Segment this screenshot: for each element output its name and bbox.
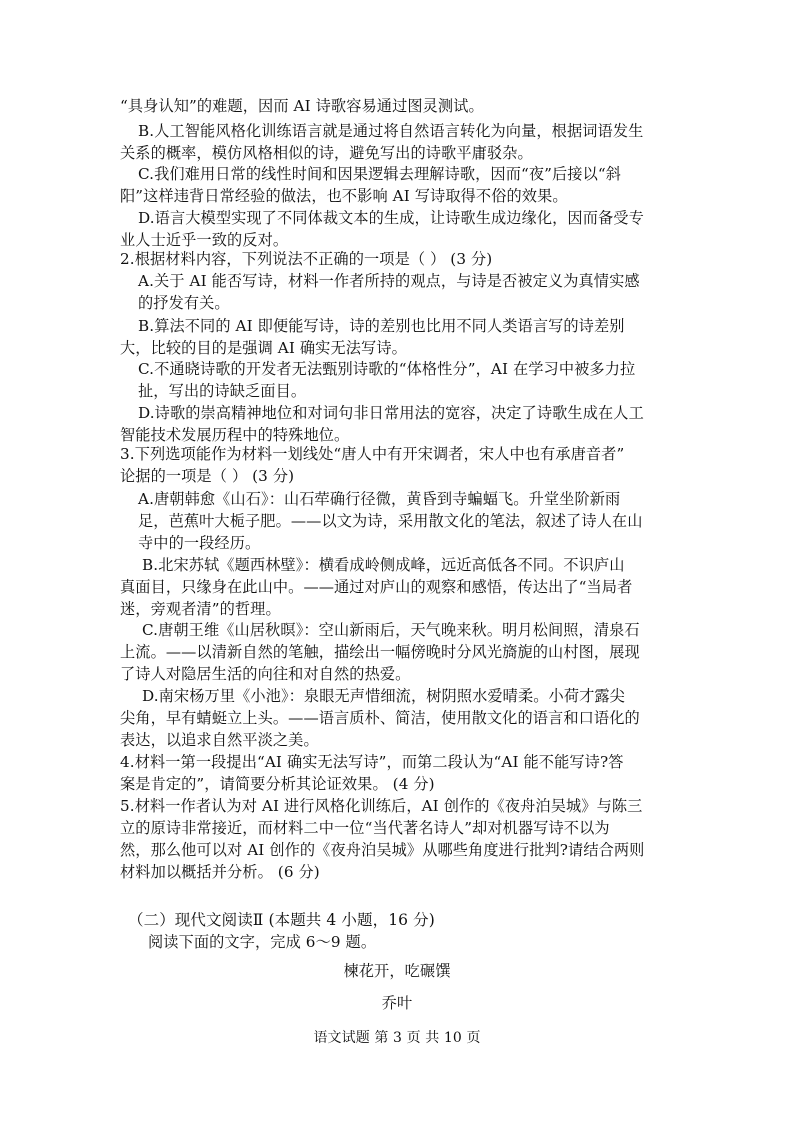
- q1-option-b-line2: 关系的概率，模仿风格相似的诗，避免写出的诗歌平庸驳杂。: [120, 144, 533, 162]
- q2-option-c-line2: 扯，写出的诗缺乏面目。: [138, 382, 307, 400]
- q5-stem-line2: 立的原诗非常接近，而材料二中一位“当代著名诗人”却对机器写诗不以为: [120, 819, 610, 837]
- q1-option-c-line2: 阳”这样违背日常经验的做法，也不影响 AI 写诗取得不俗的效果。: [120, 187, 568, 205]
- q2-option-c-line1: C.不通晓诗歌的开发者无法甄别诗歌的“体格性分”，AI 在学习中被多力拉: [138, 360, 636, 378]
- q3-option-a-line1: A.唐朝韩愈《山石》：山石荦确行径微，黄昏到寺蝙蝠飞。升堂坐阶新雨: [138, 490, 621, 508]
- q3-stem-line1: 3.下列选项能作为材料一划线处“唐人中有开宋调者，宋人中也有承唐音者”: [120, 445, 625, 463]
- q1-option-c-line1: C.我们难用日常的线性时间和因果逻辑去理解诗歌，因而“夜”后接以“斜: [138, 165, 622, 183]
- q2-option-b-line1: B.算法不同的 AI 即便能写诗，诗的差别也比用不同人类语言写的诗差别: [138, 317, 625, 335]
- q3-option-b-line1: B.北宋苏轼《题西林壁》：横看成岭侧成峰，远近高低各不同。不识庐山: [142, 556, 625, 574]
- article-author: 乔叶: [381, 994, 413, 1012]
- q1-option-d-line2: 业人士近乎一致的反对。: [120, 231, 289, 249]
- q3-option-a-line2: 足，芭蕉叶大栀子肥。——以文为诗，采用散文化的笔法，叙述了诗人在山: [138, 512, 643, 530]
- q3-option-d-line2: 尖角，早有蜻蜓立上头。——语言质朴、简洁，使用散文化的语言和口语化的: [120, 709, 640, 727]
- q2-option-a-line2: 的抒发有关。: [138, 294, 230, 312]
- reading-instruction: 阅读下面的文字，完成 6～9 题。: [148, 933, 377, 951]
- article-title: 楝花开，吃碾馔: [343, 962, 451, 980]
- q3-option-d-line3: 表达，以追求自然平淡之美。: [120, 731, 319, 749]
- q3-option-c-line2: 上流。——以清新自然的笔触，描绘出一幅傍晚时分风光旖旎的山村图，展现: [120, 643, 640, 661]
- q3-option-c-line1: C.唐朝王维《山居秋暝》：空山新雨后，天气晚来秋。明月松间照，清泉石: [142, 621, 640, 639]
- q2-stem: 2.根据材料内容，下列说法不正确的一项是（ ） (3 分): [120, 250, 493, 268]
- q3-stem-line2: 论据的一项是（ ） (3 分): [120, 467, 295, 485]
- q2-option-d-line1: D.诗歌的崇高精神地位和对词句非日常用法的宽容，决定了诗歌生成在人工: [138, 404, 644, 422]
- q2-option-a-line1: A.关于 AI 能否写诗，材料一作者所持的观点，与诗是否被定义为真情实感: [138, 272, 640, 290]
- q2-option-d-line2: 智能技术发展历程中的特殊地位。: [120, 426, 350, 444]
- q1-option-d-line1: D.语言大模型实现了不同体裁文本的生成，让诗歌生成边缘化，因而备受专: [138, 209, 644, 227]
- page-footer: 语文试题 第 3 页 共 10 页: [313, 1030, 481, 1046]
- q1-option-a-tail: “具身认知”的难题，因而 AI 诗歌容易通过图灵测试。: [120, 97, 484, 115]
- q3-option-b-line2: 真面目，只缘身在此山中。——通过对庐山的观察和感悟，传达出了“当局者: [120, 578, 633, 596]
- q3-option-c-line3: 了诗人对隐居生活的向往和对自然的热爱。: [120, 665, 411, 683]
- q3-option-a-line3: 寺中的一段经历。: [138, 534, 261, 552]
- q5-stem-line4: 材料加以概括并分析。 (6 分): [120, 863, 320, 881]
- q3-option-b-line3: 迷，旁观者清”的哲理。: [120, 600, 281, 618]
- q5-stem-line3: 然，那么他可以对 AI 创作的《夜舟泊吴城》从哪些角度进行批判?请结合两则: [120, 841, 645, 859]
- q1-option-b-line1: B.人工智能风格化训练语言就是通过将自然语言转化为向量，根据词语发生: [138, 122, 644, 140]
- q5-stem-line1: 5.材料一作者认为对 AI 进行风格化训练后，AI 创作的《夜舟泊吴城》与陈三: [120, 797, 643, 815]
- q4-stem-line1: 4.材料一第一段提出“AI 确实无法写诗”，而第二段认为“AI 能不能写诗?答: [120, 753, 624, 771]
- section-heading: （二）现代文阅读Ⅱ (本题共 4 小题，16 分): [128, 911, 435, 929]
- q4-stem-line2: 案是肯定的”，请简要分析其论证效果。 (4 分): [120, 775, 435, 793]
- q2-option-b-line2: 大，比较的目的是强调 AI 确实无法写诗。: [120, 339, 407, 357]
- q3-option-d-line1: D.南宋杨万里《小池》：泉眼无声惜细流，树阴照水爱晴柔。小荷才露尖: [142, 687, 625, 705]
